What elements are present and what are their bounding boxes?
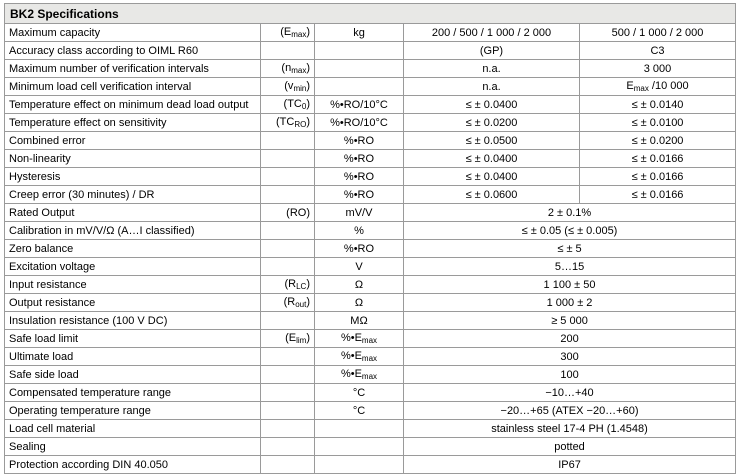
table-row xyxy=(5,78,736,96)
row-label: Protection according DIN 40.050 xyxy=(5,456,261,474)
row-value-column-2: ≤ ± 0.0166 xyxy=(580,168,736,186)
row-unit: MΩ xyxy=(315,312,404,330)
row-label: Minimum load cell verification interval xyxy=(5,78,261,96)
row-symbol xyxy=(261,186,315,204)
row-symbol: (TCRO) xyxy=(261,114,315,132)
row-label: Maximum number of verification intervals xyxy=(5,60,261,78)
row-label: Creep error (30 minutes) / DR xyxy=(5,186,261,204)
table-row xyxy=(5,60,736,78)
table-row xyxy=(5,420,736,438)
row-symbol: (RLC) xyxy=(261,276,315,294)
row-label: Temperature effect on minimum dead load output xyxy=(5,96,261,114)
row-label: Non-linearity xyxy=(5,150,261,168)
row-label: Zero balance xyxy=(5,240,261,258)
row-symbol xyxy=(261,312,315,330)
table-row xyxy=(5,456,736,474)
row-symbol xyxy=(261,456,315,474)
row-symbol xyxy=(261,258,315,276)
row-symbol: (Rout) xyxy=(261,294,315,312)
row-label: Rated Output xyxy=(5,204,261,222)
row-unit: %•RO/10°C xyxy=(315,96,404,114)
row-label: Calibration in mV/V/Ω (A…I classified) xyxy=(5,222,261,240)
row-symbol xyxy=(261,420,315,438)
table-row xyxy=(5,150,736,168)
row-symbol xyxy=(261,168,315,186)
row-value-column-1: ≤ ± 0.0600 xyxy=(404,186,580,204)
table-row xyxy=(5,402,736,420)
row-value-column-2: ≤ ± 0.0166 xyxy=(580,150,736,168)
row-unit: %•RO xyxy=(315,132,404,150)
specifications-table xyxy=(4,3,736,474)
row-unit: °C xyxy=(315,402,404,420)
row-label: Sealing xyxy=(5,438,261,456)
row-unit: V xyxy=(315,258,404,276)
row-symbol xyxy=(261,150,315,168)
row-value-combined: stainless steel 17-4 PH (1.4548) xyxy=(404,420,736,438)
row-value-column-1: ≤ ± 0.0400 xyxy=(404,150,580,168)
table-row xyxy=(5,132,736,150)
row-value-column-2: 3 000 xyxy=(580,60,736,78)
row-value-column-2: ≤ ± 0.0140 xyxy=(580,96,736,114)
table-row xyxy=(5,42,736,60)
row-label: Ultimate load xyxy=(5,348,261,366)
row-label: Load cell material xyxy=(5,420,261,438)
row-value-column-2: C3 xyxy=(580,42,736,60)
specification-sheet xyxy=(0,3,739,471)
row-symbol xyxy=(261,132,315,150)
row-label: Accuracy class according to OIML R60 xyxy=(5,42,261,60)
row-label: Operating temperature range xyxy=(5,402,261,420)
row-label: Input resistance xyxy=(5,276,261,294)
row-label: Hysteresis xyxy=(5,168,261,186)
table-row xyxy=(5,348,736,366)
row-symbol xyxy=(261,222,315,240)
row-symbol xyxy=(261,240,315,258)
table-row xyxy=(5,312,736,330)
row-unit: %•RO xyxy=(315,150,404,168)
row-symbol xyxy=(261,402,315,420)
row-unit: Ω xyxy=(315,276,404,294)
row-value-combined: 100 xyxy=(404,366,736,384)
row-unit: %•RO/10°C xyxy=(315,114,404,132)
row-unit: kg xyxy=(315,24,404,42)
row-unit: %•RO xyxy=(315,168,404,186)
row-value-column-1: n.a. xyxy=(404,78,580,96)
row-value-column-2: ≤ ± 0.0166 xyxy=(580,186,736,204)
row-value-column-2: 500 / 1 000 / 2 000 xyxy=(580,24,736,42)
row-symbol: (vmin) xyxy=(261,78,315,96)
row-label: Output resistance xyxy=(5,294,261,312)
row-value-combined: ≤ ± 5 xyxy=(404,240,736,258)
row-symbol xyxy=(261,384,315,402)
row-value-combined: potted xyxy=(404,438,736,456)
row-unit xyxy=(315,60,404,78)
row-unit: %•RO xyxy=(315,186,404,204)
row-value-combined: 5…15 xyxy=(404,258,736,276)
row-value-combined: IP67 xyxy=(404,456,736,474)
row-value-column-1: ≤ ± 0.0500 xyxy=(404,132,580,150)
row-value-combined: 300 xyxy=(404,348,736,366)
row-value-column-2: ≤ ± 0.0100 xyxy=(580,114,736,132)
row-value-column-2: ≤ ± 0.0200 xyxy=(580,132,736,150)
row-unit: % xyxy=(315,222,404,240)
table-row xyxy=(5,384,736,402)
row-unit: mV/V xyxy=(315,204,404,222)
row-symbol: (nmax) xyxy=(261,60,315,78)
row-value-combined: 2 ± 0.1% xyxy=(404,204,736,222)
row-unit: %•Emax xyxy=(315,330,404,348)
table-row xyxy=(5,330,736,348)
row-unit: %•Emax xyxy=(315,348,404,366)
row-unit xyxy=(315,456,404,474)
row-unit xyxy=(315,42,404,60)
row-value-combined: 1 100 ± 50 xyxy=(404,276,736,294)
page-title: BK2 Specifications xyxy=(5,4,736,24)
row-symbol xyxy=(261,366,315,384)
table-row xyxy=(5,276,736,294)
row-value-column-1: ≤ ± 0.0400 xyxy=(404,96,580,114)
row-unit xyxy=(315,420,404,438)
row-label: Combined error xyxy=(5,132,261,150)
row-value-column-1: 200 / 500 / 1 000 / 2 000 xyxy=(404,24,580,42)
row-value-column-1: ≤ ± 0.0200 xyxy=(404,114,580,132)
row-label: Safe side load xyxy=(5,366,261,384)
row-symbol: (Elim) xyxy=(261,330,315,348)
table-row xyxy=(5,258,736,276)
row-label: Excitation voltage xyxy=(5,258,261,276)
row-label: Insulation resistance (100 V DC) xyxy=(5,312,261,330)
row-label: Temperature effect on sensitivity xyxy=(5,114,261,132)
row-value-combined: ≤ ± 0.05 (≤ ± 0.005) xyxy=(404,222,736,240)
row-value-column-1: n.a. xyxy=(404,60,580,78)
row-value-column-2: Emax /10 000 xyxy=(580,78,736,96)
table-title-row xyxy=(5,4,736,24)
row-unit: %•Emax xyxy=(315,366,404,384)
row-label: Maximum capacity xyxy=(5,24,261,42)
row-unit: °C xyxy=(315,384,404,402)
row-symbol xyxy=(261,348,315,366)
row-symbol: (TC0) xyxy=(261,96,315,114)
row-symbol xyxy=(261,438,315,456)
row-unit: %•RO xyxy=(315,240,404,258)
row-value-column-1: ≤ ± 0.0400 xyxy=(404,168,580,186)
table-row xyxy=(5,294,736,312)
table-row xyxy=(5,96,736,114)
table-row xyxy=(5,438,736,456)
row-value-combined: −10…+40 xyxy=(404,384,736,402)
table-row xyxy=(5,114,736,132)
table-row xyxy=(5,204,736,222)
table-row xyxy=(5,222,736,240)
row-label: Safe load limit xyxy=(5,330,261,348)
row-unit xyxy=(315,438,404,456)
row-unit xyxy=(315,78,404,96)
row-symbol: (RO) xyxy=(261,204,315,222)
row-value-combined: ≥ 5 000 xyxy=(404,312,736,330)
row-value-column-1: (GP) xyxy=(404,42,580,60)
table-row xyxy=(5,168,736,186)
table-row xyxy=(5,240,736,258)
row-label: Compensated temperature range xyxy=(5,384,261,402)
row-symbol xyxy=(261,42,315,60)
table-row xyxy=(5,186,736,204)
row-value-combined: 200 xyxy=(404,330,736,348)
row-symbol: (Emax) xyxy=(261,24,315,42)
table-body xyxy=(5,4,736,474)
row-value-combined: 1 000 ± 2 xyxy=(404,294,736,312)
table-row xyxy=(5,24,736,42)
row-value-combined: −20…+65 (ATEX −20…+60) xyxy=(404,402,736,420)
row-unit: Ω xyxy=(315,294,404,312)
table-row xyxy=(5,366,736,384)
